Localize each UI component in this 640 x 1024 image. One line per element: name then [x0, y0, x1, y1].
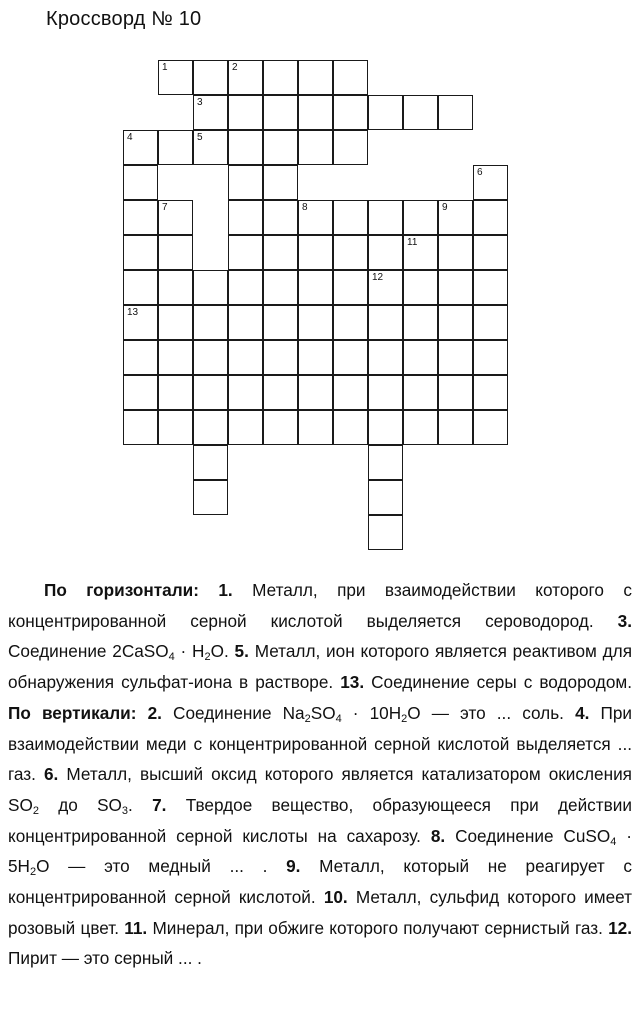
crossword-cell[interactable]	[263, 60, 298, 95]
clue-text: Соединение 2CaSO	[8, 641, 169, 662]
crossword-cell[interactable]	[333, 95, 368, 130]
subscript: 3	[121, 804, 129, 817]
crossword-cell[interactable]	[123, 410, 158, 445]
crossword-cell[interactable]	[368, 305, 403, 340]
cell-number: 2	[232, 62, 238, 73]
clue-text: При взаимодействии меди с концентрированной серной кислотой выделяется ... газ.	[8, 702, 633, 785]
clue-text: Металл, ион которого является реактивом для обнаружения сульфат-иона в растворе.	[8, 641, 633, 693]
crossword-cell[interactable]	[123, 305, 158, 340]
crossword-cell[interactable]	[473, 270, 508, 305]
crossword-cell[interactable]	[193, 340, 228, 375]
clue-number: 6.	[43, 764, 59, 785]
clue-number: 10.	[323, 887, 348, 908]
crossword-cell[interactable]	[298, 375, 333, 410]
crossword-cell[interactable]	[193, 480, 228, 515]
clue-text: .	[128, 794, 133, 815]
page-title: Кроссворд № 10	[46, 8, 202, 30]
subscript: 2	[204, 651, 211, 664]
crossword-cell[interactable]	[438, 305, 473, 340]
crossword-cell[interactable]	[228, 305, 263, 340]
crossword-cell[interactable]	[333, 410, 368, 445]
crossword-cell[interactable]	[158, 305, 193, 340]
crossword-cell[interactable]	[333, 305, 368, 340]
crossword-cell[interactable]	[158, 340, 193, 375]
crossword-cell[interactable]	[228, 340, 263, 375]
crossword-cell[interactable]	[298, 340, 333, 375]
crossword-cell[interactable]	[403, 200, 438, 235]
crossword-cell[interactable]	[228, 60, 263, 95]
crossword-cell[interactable]	[263, 270, 298, 305]
crossword-cell[interactable]	[368, 480, 403, 515]
crossword-cell[interactable]	[473, 410, 508, 445]
clue-number: 13.	[340, 672, 365, 693]
clue-number: 2.	[147, 702, 162, 723]
crossword-cell[interactable]	[368, 445, 403, 480]
crossword-cell[interactable]	[228, 270, 263, 305]
crossword-cell[interactable]	[193, 410, 228, 445]
crossword-cell[interactable]	[158, 235, 193, 270]
cell-number: 9	[442, 202, 448, 213]
clue-text: SO	[310, 702, 336, 723]
clue-text: · H	[174, 641, 205, 662]
crossword-cell[interactable]	[123, 130, 158, 165]
crossword-cell[interactable]	[123, 235, 158, 270]
cell-number: 11	[407, 237, 418, 248]
vertical-heading: По вертикали:	[8, 702, 137, 723]
crossword-cell[interactable]	[158, 130, 193, 165]
clue-number: 9.	[286, 856, 301, 877]
cell-number: 7	[162, 202, 168, 213]
crossword-cell[interactable]	[298, 235, 333, 270]
crossword-cell[interactable]	[263, 235, 298, 270]
clue-text: Соединение серы с водородом.	[371, 672, 632, 693]
crossword-cell[interactable]	[438, 200, 473, 235]
clue-text: · 5H	[8, 825, 632, 877]
cell-number: 3	[197, 97, 203, 108]
crossword-cell[interactable]	[228, 410, 263, 445]
subscript: 2	[401, 712, 408, 725]
crossword-cell[interactable]	[298, 130, 333, 165]
crossword-cell[interactable]	[228, 375, 263, 410]
clue-text: Соединение CuSO	[455, 825, 611, 846]
crossword-cell[interactable]	[438, 410, 473, 445]
crossword-cell[interactable]	[193, 375, 228, 410]
clue-text: Металл, который не реагирует с концентрированной серной кислотой.	[8, 856, 632, 908]
crossword-cell[interactable]	[228, 200, 263, 235]
crossword-cell[interactable]	[298, 410, 333, 445]
crossword-cell[interactable]	[333, 200, 368, 235]
crossword-cell[interactable]	[123, 270, 158, 305]
crossword-cell[interactable]	[473, 375, 508, 410]
cell-number: 8	[302, 202, 308, 213]
crossword-cell[interactable]	[403, 235, 438, 270]
crossword-cell[interactable]	[438, 95, 473, 130]
crossword-cell[interactable]	[333, 235, 368, 270]
crossword-cell[interactable]	[263, 410, 298, 445]
crossword-cell[interactable]	[403, 340, 438, 375]
crossword-cell[interactable]	[473, 340, 508, 375]
crossword-cell[interactable]	[158, 270, 193, 305]
crossword-cell[interactable]	[158, 410, 193, 445]
subscript: 4	[610, 835, 617, 848]
crossword-cell[interactable]	[333, 270, 368, 305]
clues-block	[8, 575, 632, 974]
crossword-cell[interactable]	[333, 130, 368, 165]
clue-text: Пирит — это серный ... .	[8, 948, 202, 969]
horizontal-heading: По горизонтали:	[44, 580, 199, 600]
clue-number: 8.	[430, 825, 446, 846]
clue-number: 12.	[608, 917, 633, 938]
crossword-cell[interactable]	[438, 235, 473, 270]
clue-text: Твердое вещество, образующееся при действии концентрированной серной кислоты на сахарозу.	[8, 794, 632, 846]
crossword-cell[interactable]	[473, 200, 508, 235]
clue-text: O — это ... соль.	[407, 702, 564, 723]
crossword-cell[interactable]	[403, 270, 438, 305]
crossword-cell[interactable]	[193, 130, 228, 165]
clue-text: до SO	[38, 794, 122, 815]
crossword-cell[interactable]	[368, 95, 403, 130]
cell-number: 6	[477, 167, 483, 178]
crossword-cell[interactable]	[368, 410, 403, 445]
crossword-cell[interactable]	[368, 235, 403, 270]
clue-number: 7.	[152, 794, 167, 815]
crossword-cell[interactable]	[228, 130, 263, 165]
crossword-cell[interactable]	[403, 305, 438, 340]
crossword-cell[interactable]	[403, 95, 438, 130]
crossword-cell[interactable]	[123, 340, 158, 375]
crossword-cell[interactable]	[193, 305, 228, 340]
crossword-cell[interactable]	[263, 340, 298, 375]
crossword-cell[interactable]	[158, 375, 193, 410]
clue-text: O.	[210, 641, 229, 662]
crossword-cell[interactable]	[333, 60, 368, 95]
crossword-cell[interactable]	[368, 515, 403, 550]
crossword-cell[interactable]	[438, 270, 473, 305]
crossword-cell[interactable]	[473, 235, 508, 270]
crossword-cell[interactable]	[193, 445, 228, 480]
clue-text: Соединение Na	[173, 702, 305, 723]
crossword-cell[interactable]	[263, 200, 298, 235]
crossword-cell[interactable]	[368, 375, 403, 410]
crossword-cell[interactable]	[368, 270, 403, 305]
crossword-cell[interactable]	[403, 375, 438, 410]
crossword-cell[interactable]	[228, 165, 263, 200]
clue-text: · 10H	[341, 702, 402, 723]
subscript: 2	[32, 804, 39, 817]
clue-text: Металл, высший оксид которого является катализатором окисления SO	[8, 764, 632, 815]
clues-paragraph	[8, 575, 632, 974]
crossword-cell[interactable]	[298, 60, 333, 95]
crossword-cell[interactable]	[298, 200, 333, 235]
subscript: 2	[304, 712, 311, 725]
crossword-cell[interactable]	[298, 95, 333, 130]
cell-number: 1	[162, 62, 168, 73]
crossword-cell[interactable]	[368, 200, 403, 235]
crossword-cell[interactable]	[193, 95, 228, 130]
crossword-cell[interactable]	[438, 375, 473, 410]
crossword-cell[interactable]	[333, 340, 368, 375]
crossword-cell[interactable]	[123, 200, 158, 235]
crossword-cell[interactable]	[228, 235, 263, 270]
crossword-cell[interactable]	[473, 305, 508, 340]
clue-number: 1.	[218, 580, 233, 600]
clue-number: 4.	[575, 702, 590, 723]
crossword-cell[interactable]	[298, 270, 333, 305]
crossword-cell[interactable]	[158, 200, 193, 235]
crossword-cell[interactable]	[193, 60, 228, 95]
crossword-cell[interactable]	[228, 95, 263, 130]
clue-text: Металл, при взаимодействии которого с концентрированной серной кислотой выделяется сероводород.	[8, 580, 632, 631]
crossword-cell[interactable]	[263, 375, 298, 410]
cell-number: 12	[372, 272, 384, 283]
crossword-cell[interactable]	[368, 340, 403, 375]
crossword-cell[interactable]	[263, 95, 298, 130]
crossword-cell[interactable]	[438, 340, 473, 375]
crossword-cell[interactable]	[263, 305, 298, 340]
crossword-cell[interactable]	[473, 165, 508, 200]
clue-text: Металл, сульфид которого имеет розовый цвет.	[8, 887, 632, 938]
crossword-cell[interactable]	[193, 270, 228, 305]
crossword-cell[interactable]	[333, 375, 368, 410]
crossword-cell[interactable]	[298, 305, 333, 340]
crossword-cell[interactable]	[158, 60, 193, 95]
clue-text: O — это медный ... .	[36, 856, 268, 877]
crossword-cell[interactable]	[123, 165, 158, 200]
crossword-cell[interactable]	[123, 375, 158, 410]
clue-number: 5.	[234, 641, 249, 662]
clue-number: 3.	[617, 610, 632, 631]
clue-text: Минерал, при обжиге которого получают сернистый газ.	[152, 917, 603, 938]
subscript: 2	[29, 866, 37, 879]
cell-number: 5	[197, 132, 203, 143]
clue-number: 11.	[124, 917, 148, 938]
crossword-cell[interactable]	[263, 130, 298, 165]
subscript: 4	[168, 651, 175, 664]
subscript: 4	[335, 712, 342, 725]
cell-number: 13	[127, 307, 139, 318]
crossword-cell[interactable]	[403, 410, 438, 445]
crossword-cell[interactable]	[263, 165, 298, 200]
cell-number: 4	[127, 132, 133, 143]
